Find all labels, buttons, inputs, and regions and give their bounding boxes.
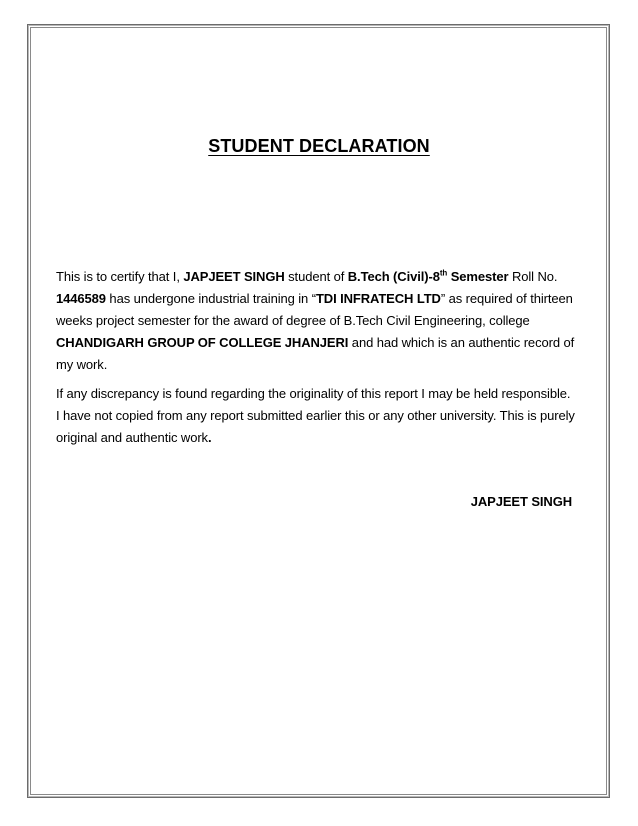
title-text: STUDENT DECLARATION xyxy=(208,136,430,156)
declaration-paragraph xyxy=(56,266,576,376)
page-title xyxy=(0,136,638,157)
p2-text: If any discrepancy is found regarding the originality of this report I may be held responsible. I have not copied from any report submitted earlier this or any other university. This is purely original and authentic work xyxy=(56,386,575,445)
p1-text-5: ” as required of thirteen weeks project semester for the award of degree of B.Tech Civil Engineering, college xyxy=(56,291,573,328)
signature-name: JAPJEET SINGH xyxy=(470,494,572,509)
semester-label: Semester xyxy=(447,269,509,284)
responsibility-paragraph xyxy=(56,383,576,449)
student-name: JAPJEET SINGH xyxy=(183,269,285,284)
p1-text-2: student of xyxy=(284,269,348,284)
p2-period: . xyxy=(207,430,212,445)
program-name: B.Tech (Civil)-8 xyxy=(347,269,440,284)
program-superscript: th xyxy=(439,268,448,278)
p1-text-6: and had which is an authentic record of my work. xyxy=(56,335,575,372)
p1-text-3: Roll No. xyxy=(508,269,558,284)
roll-number: 1446589 xyxy=(56,291,106,306)
company-name: TDI INFRATECH LTD xyxy=(315,291,441,306)
p1-text-1: This is to certify that I, xyxy=(56,269,184,284)
p1-text-4: has undergone industrial training in “ xyxy=(105,291,316,306)
college-name: CHANDIGARH GROUP OF COLLEGE JHANJERI xyxy=(56,335,349,350)
